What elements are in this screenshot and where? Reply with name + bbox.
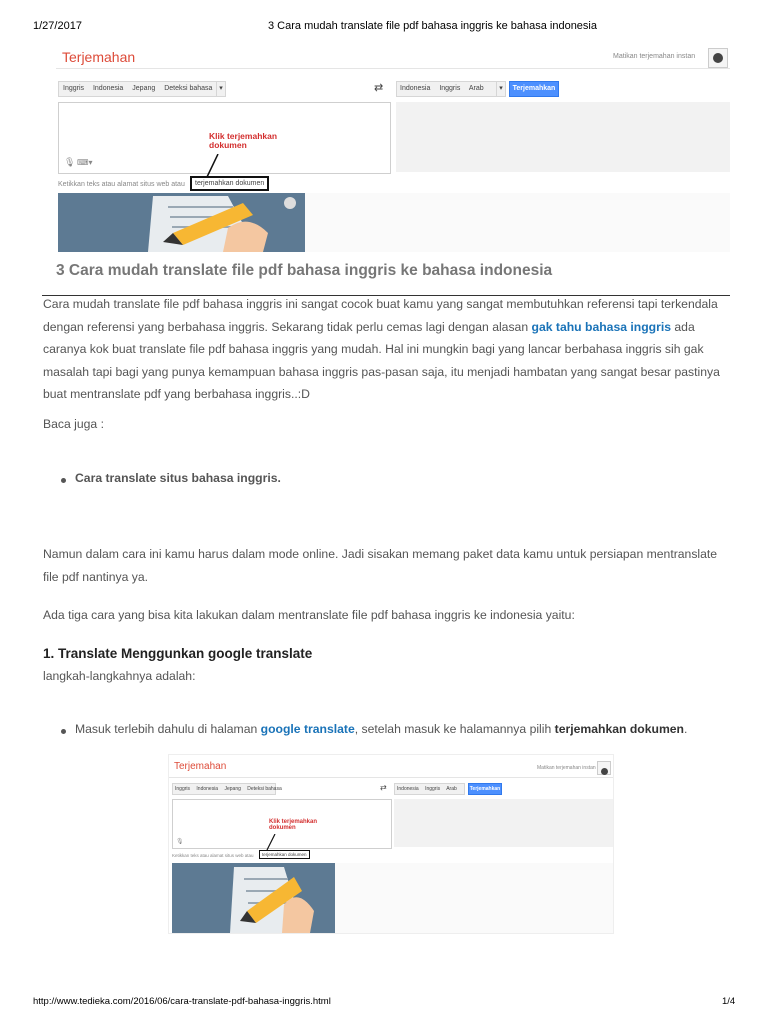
lang-jepang[interactable]: Jepang [224,786,241,792]
highlighter-illustration [58,193,305,252]
three-ways-paragraph: Ada tiga cara yang bisa kita lakukan dalam mentranslate file pdf bahasa inggris ke indonesia yaitu: [43,608,575,622]
step1-bullet-text-a: Masuk terlebih dahulu di halaman [75,722,261,736]
hint-text: Ketikkan teks atau alamat situs web atau [172,853,254,858]
instant-toggle-text[interactable]: Matikan terjemahan instan [613,53,696,60]
step1-bullet [75,722,687,736]
settings-button[interactable] [597,761,611,775]
bullet-dot [61,478,66,483]
settings-button[interactable] [708,48,728,68]
target-lang-inggris[interactable]: Inggris [439,85,461,92]
related-article-link[interactable]: Cara translate situs bahasa inggris. [75,471,281,485]
target-lang-bar [394,783,465,795]
intro-paragraph [43,293,733,406]
intro-text-2: ada caranya kok buat translate file pdf bahasa inggris yang mudah. Hal ini mungkin bagi yang lancar berbahasa inggris sih gak masalah tapi bagi yang punya kemampuan bahasa inggris pas-pasan saja, itu menjadi hambatan yang sangat besar pastinya buat mentranslate pdf yang berbahasa inggris..:D [43,319,720,401]
swap-icon: ⇄ [380,783,387,792]
gak-tahu-link[interactable]: gak tahu bahasa inggris [531,319,672,334]
lang-indonesia[interactable]: Indonesia [196,786,219,792]
lang-detect[interactable]: Deteksi bahasa [164,85,213,92]
source-lang-bar [172,783,282,795]
baca-juga-label: Baca juga : [43,417,104,431]
intro-text-1: Cara mudah translate file pdf bahasa inggris ini sangat cocok buat kamu yang sangat membutuhkan referensi tapi terkendala dengan referensi yang berbahasa inggris. Sekarang tidak perlu cemas lagi dengan alasan [43,297,718,334]
print-date: 1/27/2017 [33,20,82,32]
translate-document-link[interactable]: terjemahkan dokumen [190,176,269,191]
google-translate-link[interactable]: google translate [260,722,355,736]
translate-document-link[interactable]: terjemahkan dokumen [259,850,310,859]
translation-output [396,102,730,172]
target-lang-dropdown[interactable] [496,81,506,97]
article-title: 3 Cara mudah translate file pdf bahasa inggris ke bahasa indonesia [56,262,553,279]
step1-heading: 1. Translate Menggunkan google translate [43,646,313,661]
swap-languages-button[interactable] [380,783,387,792]
hint-text: Ketikkan teks atau alamat situs web atau [58,181,185,188]
callout-label: Klik terjemahkan dokumen [209,131,278,150]
online-mode-paragraph: Namun dalam cara ini kamu harus dalam mode online. Jadi sisakan memang paket data kamu untuk persiapan mentranslate file pdf nantinya ya. [43,547,718,584]
target-lang-inggris[interactable]: Inggris [425,786,441,792]
keyboard-icon[interactable]: ⌨▾ [77,158,93,167]
bullet-dot [61,729,66,734]
page-number: 1/4 [722,996,736,1007]
lang-inggris[interactable]: Inggris [175,786,191,792]
lang-jepang[interactable]: Jepang [132,85,156,92]
translate-button[interactable]: Terjemahkan [509,81,559,97]
translate-screenshot-bottom [168,754,614,934]
highlighter-illustration [172,863,335,933]
lang-inggris[interactable]: Inggris [63,85,85,92]
lang-detect[interactable]: Deteksi bahasa [247,786,282,792]
chevron-down-icon: ▾ [499,85,503,92]
translation-output [394,799,613,847]
microphone-icon[interactable]: 🎙 [64,157,76,167]
swap-icon: ⇄ [374,82,384,94]
microphone-icon[interactable]: 🎙 [176,839,184,845]
instant-toggle-text[interactable]: Matikan terjemahan instan [537,765,596,771]
step1-bullet-text-b: , setelah masuk ke halamannya pilih [354,722,555,736]
app-title: Terjemahan [174,761,227,772]
swap-languages-button[interactable] [374,81,383,94]
print-title: 3 Cara mudah translate file pdf bahasa inggris ke bahasa indonesia [268,20,597,32]
lang-indonesia[interactable]: Indonesia [92,85,124,92]
callout-label: Klik terjemahkan dokumen [269,819,318,832]
target-lang-arab[interactable]: Arab [468,85,484,92]
target-lang-bar [396,81,498,97]
source-lang-bar [58,81,218,97]
target-lang-indonesia[interactable]: Indonesia [397,786,419,792]
target-lang-indonesia[interactable]: Indonesia [400,85,431,92]
app-title: Terjemahan [62,49,136,65]
gear-icon [713,53,723,63]
step1-subtitle: langkah-langkahnya adalah: [43,669,196,683]
print-url: http://www.tedieka.com/2016/06/cara-translate-pdf-bahasa-inggris.html [33,996,331,1007]
target-lang-arab[interactable]: Arab [446,786,457,792]
step1-bullet-text-c: . [684,722,688,736]
translate-button[interactable]: Terjemahkan [468,783,502,795]
chevron-down-icon: ▾ [219,85,223,92]
source-lang-dropdown[interactable] [216,81,226,97]
gear-icon [601,768,608,775]
translate-screenshot-top [56,40,730,252]
terjemahkan-dokumen-text: terjemahkan dokumen [554,722,685,736]
